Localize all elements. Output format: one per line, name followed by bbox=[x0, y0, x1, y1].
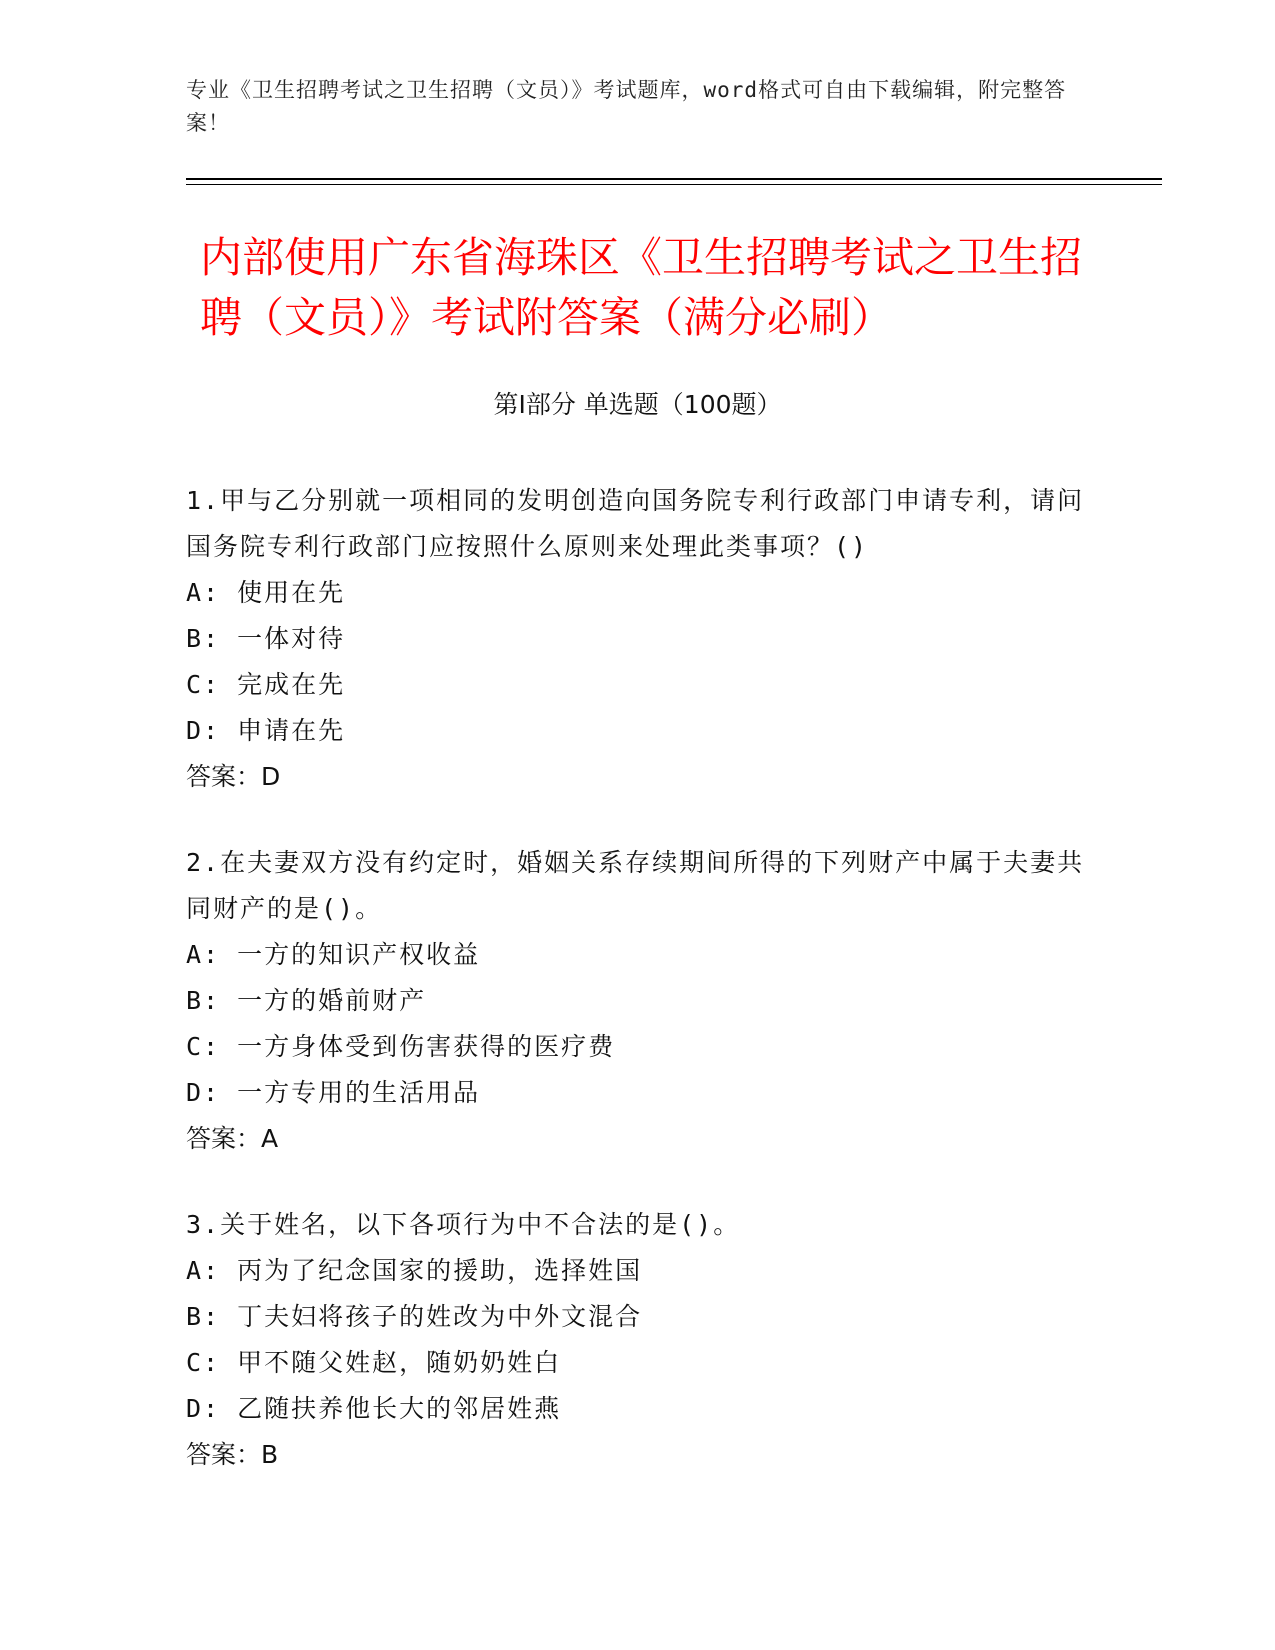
answer: 答案：D bbox=[186, 762, 281, 791]
answer: 答案：A bbox=[186, 1124, 279, 1153]
question-2 bbox=[186, 840, 1086, 1162]
question-stem: 1.甲与乙分别就一项相同的发明创造向国务院专利行政部门申请专利，请问国务院专利行政部门应按照什么原则来处理此类事项？() bbox=[186, 486, 1085, 561]
section-title: 第Ⅰ部分 单选题（100题） bbox=[493, 390, 782, 419]
option-c: C: 甲不随父姓赵，随奶奶姓白 bbox=[186, 1348, 562, 1377]
question-stem: 2.在夫妻双方没有约定时，婚姻关系存续期间所得的下列财产中属于夫妻共同财产的是()。 bbox=[186, 848, 1085, 923]
option-a: A: 一方的知识产权收益 bbox=[186, 940, 481, 969]
header-rule-thick bbox=[186, 178, 1162, 180]
option-a: A: 丙为了纪念国家的援助，选择姓国 bbox=[186, 1256, 643, 1285]
option-b: B: 丁夫妇将孩子的姓改为中外文混合 bbox=[186, 1302, 643, 1331]
question-list bbox=[186, 478, 1086, 1518]
option-b: B: 一体对待 bbox=[186, 624, 346, 653]
question-3 bbox=[186, 1202, 1086, 1478]
option-b: B: 一方的婚前财产 bbox=[186, 986, 427, 1015]
header-note: 专业《卫生招聘考试之卫生招聘（文员）》考试题库，word格式可自由下载编辑，附完整答案！ bbox=[186, 78, 1067, 135]
option-d: D: 申请在先 bbox=[186, 716, 346, 745]
header-rule-thin bbox=[186, 184, 1162, 185]
option-d: D: 乙随扶养他长大的邻居姓燕 bbox=[186, 1394, 562, 1423]
option-d: D: 一方专用的生活用品 bbox=[186, 1078, 481, 1107]
option-a: A: 使用在先 bbox=[186, 578, 346, 607]
answer: 答案：B bbox=[186, 1440, 279, 1469]
question-stem: 3.关于姓名，以下各项行为中不合法的是()。 bbox=[186, 1210, 741, 1239]
document-title: 内部使用广东省海珠区《卫生招聘考试之卫生招聘（文员）》考试附答案（满分必刷） bbox=[200, 233, 1083, 342]
option-c: C: 完成在先 bbox=[186, 670, 346, 699]
question-1 bbox=[186, 478, 1086, 800]
option-c: C: 一方身体受到伤害获得的医疗费 bbox=[186, 1032, 616, 1061]
